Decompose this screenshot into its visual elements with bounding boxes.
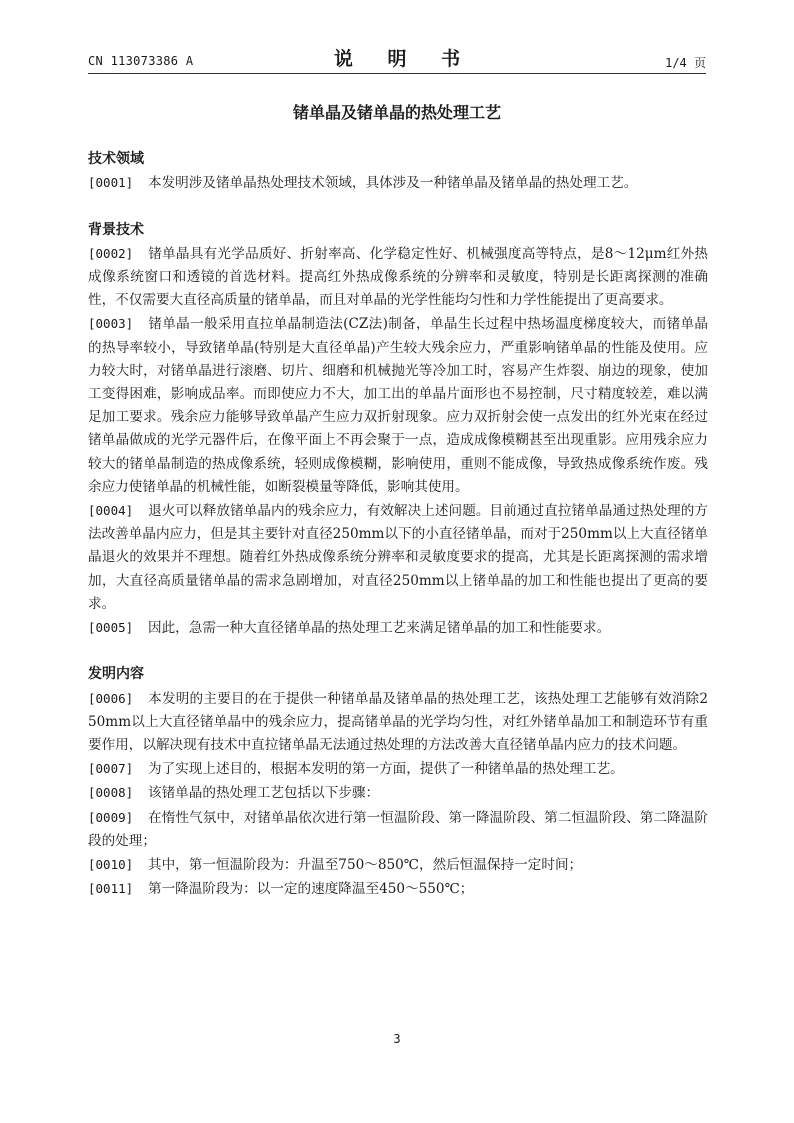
paragraph bbox=[88, 312, 708, 499]
paragraph bbox=[88, 499, 708, 616]
paragraph-number: [0008] bbox=[88, 785, 134, 801]
section-heading-invention: 发明内容 bbox=[88, 666, 144, 683]
paragraph bbox=[88, 877, 708, 901]
section-heading-background: 背景技术 bbox=[88, 221, 144, 238]
paragraph bbox=[88, 757, 708, 781]
section-spacer bbox=[88, 640, 708, 663]
section-spacer bbox=[88, 195, 708, 218]
paragraph-number: [0009] bbox=[88, 809, 134, 825]
paragraph-text: 锗单晶具有光学品质好、折射率高、化学稳定性好、机械强度高等特点，是8～12μm红外热成像系统窗口和透镜的首选材料。提高红外热成像系统的分辨率和灵敏度，特别是长距离探测的准确性，不仅需要大直径高质量的锗单晶，而且对单晶的光学性能均匀性和力学性能提出了更高要求。 bbox=[88, 245, 708, 309]
paragraph bbox=[88, 616, 708, 640]
paragraph bbox=[88, 171, 708, 195]
paragraph-text: 在惰性气氛中，对锗单晶依次进行第一恒温阶段、第一降温阶段、第二恒温阶段、第二降温阶段的处理； bbox=[88, 809, 708, 849]
document-body bbox=[88, 148, 708, 901]
paragraph-number: [0005] bbox=[88, 620, 134, 636]
header-divider bbox=[88, 73, 706, 74]
paragraph-text: 第一降温阶段为：以一定的速度降温至450～550℃； bbox=[148, 881, 474, 898]
paragraph-number: [0007] bbox=[88, 761, 134, 777]
paragraph-text: 该锗单晶的热处理工艺包括以下步骤： bbox=[148, 785, 380, 802]
paragraph-number: [0003] bbox=[88, 316, 134, 332]
paragraph-text: 退火可以释放锗单晶内的残余应力，有效解决上述问题。目前通过直拉锗单晶通过热处理的方法改善单晶内应力，但是其主要针对直径250mm以下的小直径锗单晶，而对于250mm以上大直径锗单晶退火的效果并不理想。随着红外热成像系统分辨率和灵敏度要求的提高，尤其是长距离探测的需求增加，大直径高质量锗单晶的需求急剧增加，对直径250mm以上锗单晶的加工和性能也提出了更高的要求。 bbox=[88, 503, 709, 612]
paragraph-number: [0001] bbox=[88, 175, 134, 191]
paragraph-text: 锗单晶一般采用直拉单晶制造法(CZ法)制备，单晶生长过程中热场温度梯度较大，而锗单晶的热导率较小，导致锗单晶(特别是大直径单晶)产生较大残余应力，严重影响锗单晶的性能及使用。应力较大时，对锗单晶进行滚磨、切片、细磨和机械抛光等冷加工时，容易产生炸裂、崩边的现象，使加工变得困难，影响成品率。而即使应力不大，加工出的单晶片面形也不易控制，尺寸精度较差，难以满足加工要求。残余应力能够导致单晶产生应力双折射现象。应力双折射会使一点发出的红外光束在经过锗单晶做成的光学元器件后，在像平面上不再会聚于一点，造成成像模糊甚至出现重影。应用残余应力较大的锗单晶制造的热成像系统，轻则成像模糊，影响使用，重则不能成像，导致热成像系统作废。残余应力使锗单晶的机械性能，如断裂模量等降低，影响其使用。 bbox=[88, 316, 708, 495]
paragraph-number: [0002] bbox=[88, 245, 134, 261]
paragraph-number: [0010] bbox=[88, 857, 134, 873]
section-heading-tech-field: 技术领域 bbox=[88, 151, 144, 167]
patent-number: CN 113073386 A bbox=[88, 54, 194, 68]
paragraph-text: 其中，第一恒温阶段为：升温至750～850℃，然后恒温保持一定时间； bbox=[148, 857, 583, 874]
document-title: 锗单晶及锗单晶的热处理工艺 bbox=[292, 103, 501, 122]
paragraph bbox=[88, 806, 708, 853]
paragraph bbox=[88, 781, 708, 805]
document-type: 说 明 书 bbox=[333, 48, 475, 70]
page-indicator: 1/4 页 bbox=[665, 56, 706, 70]
paragraph-number: [0004] bbox=[88, 503, 134, 518]
paragraph bbox=[88, 242, 708, 313]
paragraph-text: 本发明的主要目的在于提供一种锗单晶及锗单晶的热处理工艺，该热处理工艺能够有效消除250mm以上大直径锗单晶中的残余应力，提高锗单晶的光学均匀性，对红外锗单晶加工和制造环节有重要作用，以解决现有技术中直拉锗单晶无法通过热处理的方法改善大直径锗单晶内应力的技术问题。 bbox=[88, 690, 708, 753]
page-header bbox=[88, 44, 706, 72]
paragraph bbox=[88, 853, 708, 877]
paragraph-number: [0006] bbox=[88, 690, 134, 706]
paragraph-text: 为了实现上述目的，根据本发明的第一方面，提供了一种锗单晶的热处理工艺。 bbox=[148, 761, 624, 778]
paragraph-number: [0011] bbox=[88, 881, 134, 897]
page-number: 3 bbox=[393, 1032, 401, 1046]
paragraph bbox=[88, 687, 708, 758]
paragraph-text: 因此，急需一种大直径锗单晶的热处理工艺来满足锗单晶的加工和性能要求。 bbox=[148, 620, 611, 637]
paragraph-text: 本发明涉及锗单晶热处理技术领域，具体涉及一种锗单晶及锗单晶的热处理工艺。 bbox=[148, 175, 638, 192]
